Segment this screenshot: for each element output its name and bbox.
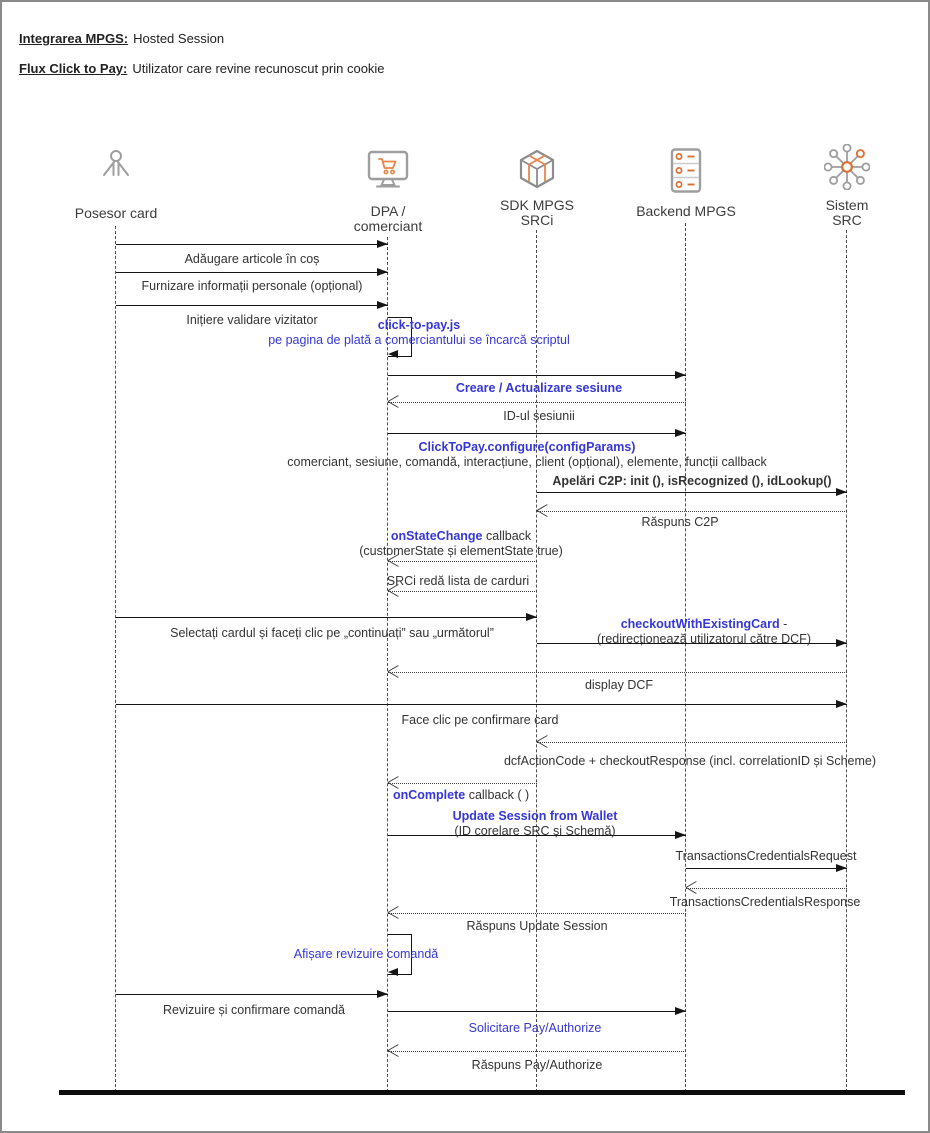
message-text: Răspuns C2P <box>641 515 719 529</box>
message-line <box>686 868 847 869</box>
message-label <box>393 788 529 803</box>
package-icon <box>514 148 560 194</box>
message-label-line <box>178 574 738 589</box>
message-line <box>388 783 537 784</box>
server-icon <box>663 148 709 194</box>
message-arrowhead <box>686 882 698 894</box>
message-label <box>181 529 741 558</box>
message-line <box>388 402 686 403</box>
message-label <box>247 440 807 469</box>
message-label-line <box>412 474 930 489</box>
message-arrowhead <box>836 488 847 496</box>
message-text: Selectați cardul și faceți clic pe „continuați” sau „următorul” <box>170 626 494 640</box>
message-label <box>0 252 532 267</box>
message-label <box>255 1021 815 1036</box>
message-text: onComplete <box>393 788 466 802</box>
message-text: SRCi redă lista de carduri <box>386 574 530 588</box>
message-text: (redirecționează utilizatorul către DCF) <box>597 631 811 646</box>
actor-label-line: Sistem <box>825 197 869 213</box>
lifeline-sdk-mpgs-srci <box>536 230 537 1092</box>
message-label-line <box>0 279 532 294</box>
message-text: Adăugare articole în coș <box>184 252 320 266</box>
message-line <box>388 1051 686 1052</box>
message-text: Răspuns Update Session <box>466 919 608 933</box>
message-arrowhead <box>377 268 388 276</box>
message-text: Apelări C2P: init (), isRecognized (), idLookup() <box>552 474 832 488</box>
message-label-line <box>0 252 532 267</box>
message-line <box>686 888 847 889</box>
diagram-baseline-bar <box>59 1090 905 1095</box>
message-text: click-to-pay.js <box>377 318 461 332</box>
message-label-line <box>485 895 930 910</box>
message-line <box>388 591 537 592</box>
message-line <box>388 375 686 376</box>
message-text: callback ( ) <box>465 788 530 802</box>
message-arrowhead <box>836 864 847 872</box>
message-label-line <box>486 849 930 864</box>
message-label-line <box>200 713 760 728</box>
message-line <box>116 994 388 995</box>
message-arrowhead <box>537 736 549 748</box>
message-text: Inițiere validare vizitator <box>186 313 318 327</box>
message-line <box>388 433 686 434</box>
actor-label-sdk-mpgs-srci <box>452 198 622 228</box>
message-text: ID-ul sesiunii <box>503 409 575 423</box>
message-label-line <box>259 381 819 396</box>
message-label-line <box>181 529 741 544</box>
message-label <box>255 809 815 838</box>
message-line <box>537 742 847 743</box>
message-label <box>200 713 760 728</box>
message-arrowhead <box>377 990 388 998</box>
message-text: (customerState și elementState true) <box>359 543 563 558</box>
message-label <box>257 1058 817 1073</box>
message-label-line <box>86 947 646 962</box>
message-text: Afișare revizuire comandă <box>293 947 439 961</box>
actor-label-posesor-card <box>31 206 201 221</box>
message-label-line <box>257 1058 817 1073</box>
message-arrowhead <box>388 350 398 358</box>
actor-label-dpa-comerciant <box>303 204 473 234</box>
message-label <box>486 849 930 864</box>
flow-label: Flux Click to Pay: <box>19 61 128 76</box>
message-label <box>86 947 646 962</box>
person-icon <box>93 148 139 194</box>
message-text: (ID corelare SRC și Schemă) <box>454 823 616 838</box>
message-text: TransactionsCredentialsRequest <box>675 849 857 863</box>
message-label <box>259 409 819 424</box>
sequence-diagram <box>2 2 928 1131</box>
message-text: ClickToPay.configure(configParams) <box>418 440 636 454</box>
message-text: display DCF <box>584 678 654 692</box>
message-arrowhead <box>388 666 400 678</box>
message-label <box>139 318 699 347</box>
flow-value: Utilizator care revine recunoscut prin cookie <box>132 61 385 76</box>
message-label-line <box>139 333 699 348</box>
actor-label-line: comerciant <box>353 218 423 234</box>
message-text: TransactionsCredentialsResponse <box>669 895 861 909</box>
lifeline-posesor-card <box>115 226 116 1092</box>
message-line <box>388 561 537 562</box>
message-text: comerciant, sesiune, comandă, interacțiune, client (opțional), elemente, funcții callback <box>287 454 767 469</box>
message-arrowhead <box>675 371 686 379</box>
message-label <box>424 617 930 646</box>
message-text: Furnizare informații personale (opțional) <box>141 279 363 293</box>
message-label <box>410 754 930 769</box>
message-label-line <box>181 544 741 559</box>
message-line <box>116 272 388 273</box>
actor-label-line: SDK MPGS <box>500 197 574 213</box>
message-label-line <box>400 515 930 530</box>
message-label-line <box>424 632 930 647</box>
message-line <box>388 913 686 914</box>
monitor-cart-icon <box>365 149 411 195</box>
message-arrowhead <box>388 396 400 408</box>
message-line <box>537 492 847 493</box>
actor-label-sistem-src <box>762 198 930 228</box>
actor-label-line: DPA / <box>370 203 406 219</box>
message-label <box>412 474 930 489</box>
message-label-line <box>139 318 699 333</box>
message-label-line <box>257 919 817 934</box>
message-arrowhead <box>388 1045 400 1057</box>
message-text: Face clic pe confirmare card <box>401 713 559 727</box>
message-line <box>116 244 388 245</box>
message-text: Răspuns Pay/Authorize <box>471 1058 603 1072</box>
message-text: pe pagina de plată a comerciantului se încarcă scriptul <box>268 332 570 347</box>
message-arrowhead <box>675 429 686 437</box>
message-text: onStateChange <box>390 529 483 543</box>
integration-label: Integrarea MPGS: <box>19 31 129 46</box>
message-label <box>0 279 532 294</box>
message-label-line <box>393 788 529 803</box>
actor-label-line: SRCi <box>520 212 554 228</box>
actor-label-line: Backend MPGS <box>636 203 736 219</box>
actor-label-backend-mpgs <box>601 204 771 219</box>
message-text: Revizuire și confirmare comandă <box>162 1003 345 1017</box>
message-arrowhead <box>836 700 847 708</box>
network-icon <box>824 144 870 190</box>
message-label-line <box>410 754 930 769</box>
message-label-line <box>255 1021 815 1036</box>
message-text: checkoutWithExistingCard <box>620 617 780 631</box>
lifeline-sistem-src <box>846 230 847 1092</box>
message-arrowhead <box>388 907 400 919</box>
message-label-line <box>255 809 815 824</box>
message-text: Update Session from Wallet <box>452 809 618 823</box>
message-line <box>388 1011 686 1012</box>
message-line <box>388 672 847 673</box>
message-label-line <box>255 824 815 839</box>
message-label-line <box>424 617 930 632</box>
message-line <box>537 511 847 512</box>
message-label <box>257 919 817 934</box>
message-arrowhead <box>377 301 388 309</box>
message-arrowhead <box>388 968 398 976</box>
actor-label-line: Posesor card <box>74 205 158 221</box>
message-label-line <box>259 409 819 424</box>
message-label-line <box>339 678 899 693</box>
message-text: callback <box>482 529 532 543</box>
message-line <box>116 305 388 306</box>
message-arrowhead <box>675 1007 686 1015</box>
message-label <box>485 895 930 910</box>
message-label <box>178 574 738 589</box>
message-text: dcfActionCode + checkoutResponse (incl. correlationID și Scheme) <box>503 754 877 768</box>
integration-value: Hosted Session <box>133 31 225 46</box>
message-arrowhead <box>377 240 388 248</box>
message-label <box>259 381 819 396</box>
message-label-line <box>247 440 807 455</box>
message-label <box>400 515 930 530</box>
message-text: Solicitare Pay/Authorize <box>468 1021 602 1035</box>
message-text: Creare / Actualizare sesiune <box>455 381 623 395</box>
message-text: - <box>779 617 788 631</box>
message-label <box>339 678 899 693</box>
lifeline-backend-mpgs <box>685 223 686 1092</box>
actor-label-line: SRC <box>832 212 862 228</box>
message-label-line <box>247 455 807 470</box>
message-line <box>116 704 847 705</box>
